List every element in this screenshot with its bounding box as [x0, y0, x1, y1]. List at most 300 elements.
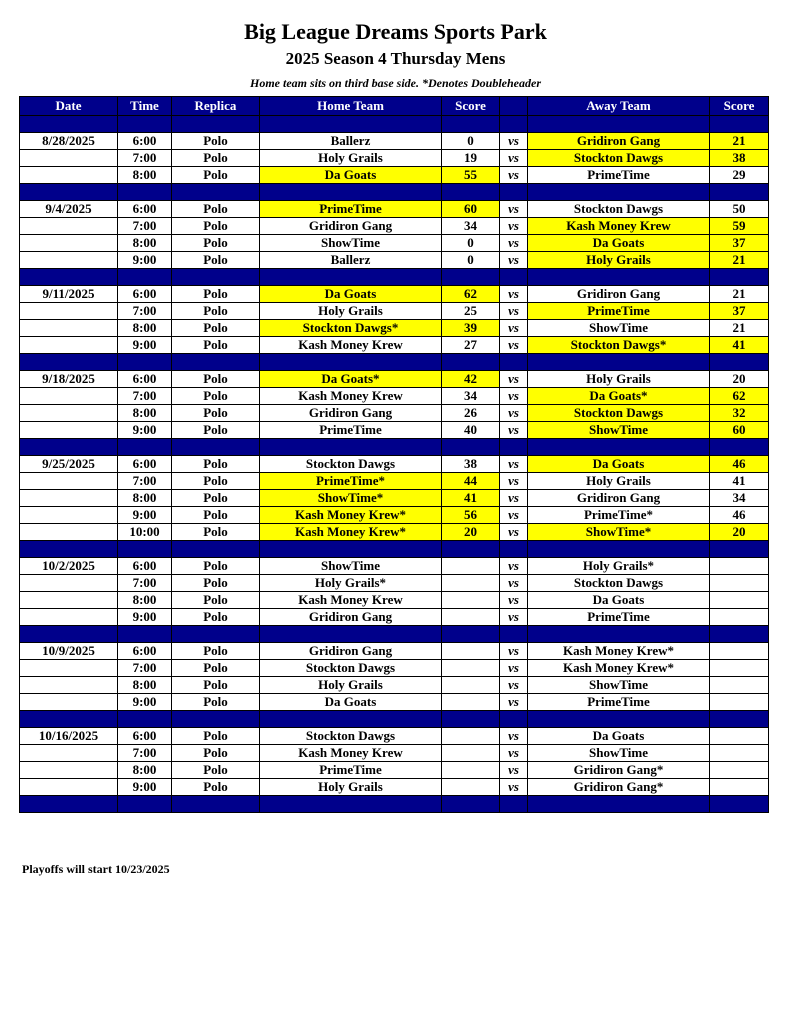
game-row — [20, 558, 769, 575]
game-field: Polo — [172, 677, 260, 694]
game-field: Polo — [172, 235, 260, 252]
home-team: Gridiron Gang — [260, 609, 442, 626]
game-date — [20, 235, 118, 252]
separator-cell — [442, 439, 500, 456]
away-team: PrimeTime* — [528, 507, 710, 524]
home-team: Kash Money Krew — [260, 745, 442, 762]
week-separator — [20, 711, 769, 728]
home-team: Kash Money Krew — [260, 592, 442, 609]
separator-cell — [172, 541, 260, 558]
col-header-vs — [500, 97, 528, 116]
home-score: 26 — [442, 405, 500, 422]
separator-cell — [442, 354, 500, 371]
separator-cell — [118, 116, 172, 133]
game-time: 6:00 — [118, 643, 172, 660]
vs-label: vs — [500, 167, 528, 184]
game-field: Polo — [172, 745, 260, 762]
game-time: 7:00 — [118, 745, 172, 762]
vs-label: vs — [500, 150, 528, 167]
home-score: 38 — [442, 456, 500, 473]
game-field: Polo — [172, 609, 260, 626]
away-team: Da Goats — [528, 592, 710, 609]
separator-cell — [710, 711, 769, 728]
home-team: Stockton Dawgs — [260, 456, 442, 473]
game-time: 6:00 — [118, 286, 172, 303]
game-row — [20, 524, 769, 541]
away-team: Stockton Dawgs* — [528, 337, 710, 354]
game-date: 9/25/2025 — [20, 456, 118, 473]
separator-cell — [172, 354, 260, 371]
home-score: 60 — [442, 201, 500, 218]
game-time: 7:00 — [118, 150, 172, 167]
schedule-body — [20, 116, 769, 813]
home-score: 40 — [442, 422, 500, 439]
home-score: 41 — [442, 490, 500, 507]
vs-label: vs — [500, 694, 528, 711]
separator-cell — [500, 711, 528, 728]
home-score: 42 — [442, 371, 500, 388]
game-field: Polo — [172, 201, 260, 218]
game-field: Polo — [172, 371, 260, 388]
away-team: Da Goats — [528, 456, 710, 473]
home-score: 55 — [442, 167, 500, 184]
away-score — [710, 677, 769, 694]
home-team: ShowTime* — [260, 490, 442, 507]
home-score — [442, 609, 500, 626]
separator-cell — [710, 626, 769, 643]
separator-cell — [528, 354, 710, 371]
vs-label: vs — [500, 320, 528, 337]
away-team: Holy Grails — [528, 371, 710, 388]
game-row — [20, 388, 769, 405]
game-time: 9:00 — [118, 337, 172, 354]
vs-label: vs — [500, 609, 528, 626]
game-row — [20, 422, 769, 439]
page-title: Big League Dreams Sports Park — [244, 19, 547, 44]
col-header-away-team: Away Team — [528, 97, 710, 116]
separator-cell — [442, 626, 500, 643]
separator-cell — [528, 184, 710, 201]
vs-label: vs — [500, 745, 528, 762]
away-score: 50 — [710, 201, 769, 218]
game-time: 8:00 — [118, 235, 172, 252]
away-score — [710, 660, 769, 677]
week-separator — [20, 796, 769, 813]
home-team: Ballerz — [260, 252, 442, 269]
game-date: 8/28/2025 — [20, 133, 118, 150]
game-date — [20, 490, 118, 507]
away-score: 21 — [710, 252, 769, 269]
separator-cell — [20, 184, 118, 201]
game-date — [20, 337, 118, 354]
away-score — [710, 609, 769, 626]
game-time: 6:00 — [118, 728, 172, 745]
home-score — [442, 575, 500, 592]
vs-label: vs — [500, 660, 528, 677]
game-time: 7:00 — [118, 660, 172, 677]
vs-label: vs — [500, 286, 528, 303]
game-field: Polo — [172, 218, 260, 235]
game-date — [20, 609, 118, 626]
home-score: 56 — [442, 507, 500, 524]
game-row — [20, 694, 769, 711]
vs-label: vs — [500, 473, 528, 490]
game-row — [20, 286, 769, 303]
home-team: Da Goats* — [260, 371, 442, 388]
separator-cell — [118, 626, 172, 643]
game-field: Polo — [172, 592, 260, 609]
game-row — [20, 133, 769, 150]
separator-cell — [20, 796, 118, 813]
away-score: 21 — [710, 320, 769, 337]
away-score: 29 — [710, 167, 769, 184]
separator-cell — [20, 269, 118, 286]
home-score — [442, 660, 500, 677]
away-team: Kash Money Krew — [528, 218, 710, 235]
game-field: Polo — [172, 762, 260, 779]
home-score: 44 — [442, 473, 500, 490]
game-row — [20, 745, 769, 762]
separator-cell — [20, 711, 118, 728]
separator-cell — [528, 711, 710, 728]
game-date — [20, 422, 118, 439]
vs-label: vs — [500, 218, 528, 235]
separator-cell — [118, 184, 172, 201]
game-row — [20, 167, 769, 184]
separator-cell — [528, 439, 710, 456]
game-row — [20, 473, 769, 490]
home-team: Kash Money Krew — [260, 337, 442, 354]
away-team: PrimeTime — [528, 167, 710, 184]
game-date — [20, 745, 118, 762]
game-date — [20, 252, 118, 269]
away-score: 59 — [710, 218, 769, 235]
home-team: Holy Grails — [260, 677, 442, 694]
away-score: 41 — [710, 337, 769, 354]
game-field: Polo — [172, 694, 260, 711]
game-time: 7:00 — [118, 388, 172, 405]
home-team: Holy Grails — [260, 150, 442, 167]
vs-label: vs — [500, 252, 528, 269]
separator-cell — [442, 796, 500, 813]
game-date — [20, 779, 118, 796]
away-score: 21 — [710, 286, 769, 303]
home-score: 0 — [442, 252, 500, 269]
game-time: 8:00 — [118, 762, 172, 779]
away-score: 37 — [710, 235, 769, 252]
away-team: ShowTime — [528, 320, 710, 337]
vs-label: vs — [500, 677, 528, 694]
game-time: 6:00 — [118, 201, 172, 218]
separator-cell — [260, 439, 442, 456]
home-team: ShowTime — [260, 558, 442, 575]
game-date — [20, 677, 118, 694]
game-row — [20, 779, 769, 796]
game-time: 8:00 — [118, 677, 172, 694]
game-row — [20, 201, 769, 218]
game-row — [20, 762, 769, 779]
col-header-home-team: Home Team — [260, 97, 442, 116]
game-time: 9:00 — [118, 507, 172, 524]
game-date — [20, 592, 118, 609]
away-team: Holy Grails — [528, 473, 710, 490]
away-score: 21 — [710, 133, 769, 150]
separator-cell — [172, 711, 260, 728]
away-score: 32 — [710, 405, 769, 422]
home-team: Gridiron Gang — [260, 643, 442, 660]
game-time: 9:00 — [118, 609, 172, 626]
game-row — [20, 337, 769, 354]
separator-cell — [260, 184, 442, 201]
home-team: ShowTime — [260, 235, 442, 252]
separator-cell — [528, 796, 710, 813]
separator-cell — [20, 541, 118, 558]
away-team: Stockton Dawgs — [528, 150, 710, 167]
game-time: 9:00 — [118, 252, 172, 269]
separator-cell — [500, 184, 528, 201]
away-team: ShowTime — [528, 422, 710, 439]
separator-cell — [118, 541, 172, 558]
vs-label: vs — [500, 524, 528, 541]
separator-cell — [710, 541, 769, 558]
away-score — [710, 575, 769, 592]
separator-cell — [20, 116, 118, 133]
game-time: 6:00 — [118, 456, 172, 473]
game-row — [20, 728, 769, 745]
vs-label: vs — [500, 728, 528, 745]
game-field: Polo — [172, 558, 260, 575]
week-separator — [20, 354, 769, 371]
vs-label: vs — [500, 456, 528, 473]
home-score — [442, 728, 500, 745]
separator-cell — [710, 269, 769, 286]
separator-cell — [260, 116, 442, 133]
game-row — [20, 303, 769, 320]
separator-cell — [710, 354, 769, 371]
schedule-table — [19, 96, 769, 813]
home-score — [442, 745, 500, 762]
game-date: 9/18/2025 — [20, 371, 118, 388]
vs-label: vs — [500, 762, 528, 779]
separator-cell — [500, 626, 528, 643]
home-score: 0 — [442, 133, 500, 150]
col-header-home-score: Score — [442, 97, 500, 116]
separator-cell — [20, 354, 118, 371]
home-team: PrimeTime — [260, 201, 442, 218]
away-team: ShowTime* — [528, 524, 710, 541]
game-date — [20, 575, 118, 592]
home-team: Holy Grails — [260, 779, 442, 796]
home-team: Holy Grails* — [260, 575, 442, 592]
game-row — [20, 660, 769, 677]
separator-cell — [500, 116, 528, 133]
home-team: Kash Money Krew — [260, 388, 442, 405]
game-row — [20, 235, 769, 252]
home-team: PrimeTime — [260, 422, 442, 439]
vs-label: vs — [500, 388, 528, 405]
game-field: Polo — [172, 133, 260, 150]
away-score — [710, 558, 769, 575]
away-team: Gridiron Gang — [528, 286, 710, 303]
separator-cell — [118, 439, 172, 456]
away-team: PrimeTime — [528, 303, 710, 320]
vs-label: vs — [500, 558, 528, 575]
vs-label: vs — [500, 337, 528, 354]
separator-cell — [528, 116, 710, 133]
separator-cell — [20, 439, 118, 456]
game-row — [20, 371, 769, 388]
separator-cell — [260, 541, 442, 558]
away-team: Gridiron Gang* — [528, 779, 710, 796]
vs-label: vs — [500, 405, 528, 422]
home-score — [442, 643, 500, 660]
game-row — [20, 320, 769, 337]
away-team: Holy Grails* — [528, 558, 710, 575]
home-team: Stockton Dawgs — [260, 728, 442, 745]
game-field: Polo — [172, 286, 260, 303]
vs-label: vs — [500, 643, 528, 660]
home-score — [442, 592, 500, 609]
game-field: Polo — [172, 303, 260, 320]
game-field: Polo — [172, 388, 260, 405]
game-time: 8:00 — [118, 592, 172, 609]
home-score: 34 — [442, 218, 500, 235]
game-time: 9:00 — [118, 779, 172, 796]
game-field: Polo — [172, 252, 260, 269]
away-score: 38 — [710, 150, 769, 167]
away-team: Stockton Dawgs — [528, 201, 710, 218]
game-row — [20, 575, 769, 592]
game-row — [20, 490, 769, 507]
separator-cell — [710, 184, 769, 201]
week-separator — [20, 116, 769, 133]
home-team: PrimeTime* — [260, 473, 442, 490]
game-field: Polo — [172, 167, 260, 184]
header-row — [20, 97, 769, 116]
away-team: Gridiron Gang — [528, 490, 710, 507]
game-field: Polo — [172, 337, 260, 354]
away-team: PrimeTime — [528, 609, 710, 626]
home-score: 27 — [442, 337, 500, 354]
away-team: Da Goats — [528, 728, 710, 745]
home-team: Da Goats — [260, 167, 442, 184]
vs-label: vs — [500, 490, 528, 507]
separator-cell — [710, 796, 769, 813]
game-field: Polo — [172, 779, 260, 796]
game-date: 10/2/2025 — [20, 558, 118, 575]
separator-cell — [442, 711, 500, 728]
game-row — [20, 218, 769, 235]
game-field: Polo — [172, 660, 260, 677]
separator-cell — [500, 541, 528, 558]
separator-cell — [172, 116, 260, 133]
home-score: 34 — [442, 388, 500, 405]
away-score: 34 — [710, 490, 769, 507]
game-time: 7:00 — [118, 473, 172, 490]
home-score: 39 — [442, 320, 500, 337]
home-team: Holy Grails — [260, 303, 442, 320]
home-team: Gridiron Gang — [260, 218, 442, 235]
game-time: 8:00 — [118, 167, 172, 184]
separator-cell — [118, 269, 172, 286]
separator-cell — [172, 796, 260, 813]
week-separator — [20, 626, 769, 643]
away-score — [710, 779, 769, 796]
away-team: ShowTime — [528, 745, 710, 762]
separator-cell — [710, 439, 769, 456]
home-score — [442, 762, 500, 779]
game-field: Polo — [172, 473, 260, 490]
game-row — [20, 643, 769, 660]
col-header-away-score: Score — [710, 97, 769, 116]
separator-cell — [260, 711, 442, 728]
home-team: Ballerz — [260, 133, 442, 150]
game-date: 9/4/2025 — [20, 201, 118, 218]
game-field: Polo — [172, 575, 260, 592]
away-team: PrimeTime — [528, 694, 710, 711]
week-separator — [20, 184, 769, 201]
game-row — [20, 677, 769, 694]
game-time: 7:00 — [118, 303, 172, 320]
home-team: Stockton Dawgs — [260, 660, 442, 677]
separator-cell — [260, 269, 442, 286]
away-score: 20 — [710, 524, 769, 541]
separator-cell — [442, 116, 500, 133]
away-score — [710, 592, 769, 609]
away-team: Kash Money Krew* — [528, 660, 710, 677]
vs-label: vs — [500, 592, 528, 609]
away-score: 20 — [710, 371, 769, 388]
away-team: Gridiron Gang — [528, 133, 710, 150]
game-date — [20, 694, 118, 711]
game-time: 8:00 — [118, 320, 172, 337]
separator-cell — [260, 796, 442, 813]
home-team: Da Goats — [260, 286, 442, 303]
separator-cell — [528, 269, 710, 286]
away-score — [710, 694, 769, 711]
game-field: Polo — [172, 728, 260, 745]
game-date — [20, 660, 118, 677]
home-score — [442, 779, 500, 796]
game-date — [20, 167, 118, 184]
game-row — [20, 609, 769, 626]
doubleheader-note: Home team sits on third base side. *Denotes Doubleheader — [250, 76, 541, 90]
away-score — [710, 762, 769, 779]
game-time: 6:00 — [118, 371, 172, 388]
away-score — [710, 745, 769, 762]
game-field: Polo — [172, 643, 260, 660]
vs-label: vs — [500, 575, 528, 592]
separator-cell — [118, 711, 172, 728]
home-score — [442, 677, 500, 694]
separator-cell — [442, 541, 500, 558]
home-score: 20 — [442, 524, 500, 541]
game-date — [20, 524, 118, 541]
vs-label: vs — [500, 201, 528, 218]
game-time: 8:00 — [118, 405, 172, 422]
game-date — [20, 218, 118, 235]
separator-cell — [500, 269, 528, 286]
away-score — [710, 643, 769, 660]
home-team: PrimeTime — [260, 762, 442, 779]
vs-label: vs — [500, 303, 528, 320]
separator-cell — [500, 439, 528, 456]
away-team: Da Goats* — [528, 388, 710, 405]
game-row — [20, 507, 769, 524]
game-time: 9:00 — [118, 694, 172, 711]
game-date — [20, 507, 118, 524]
home-score: 19 — [442, 150, 500, 167]
